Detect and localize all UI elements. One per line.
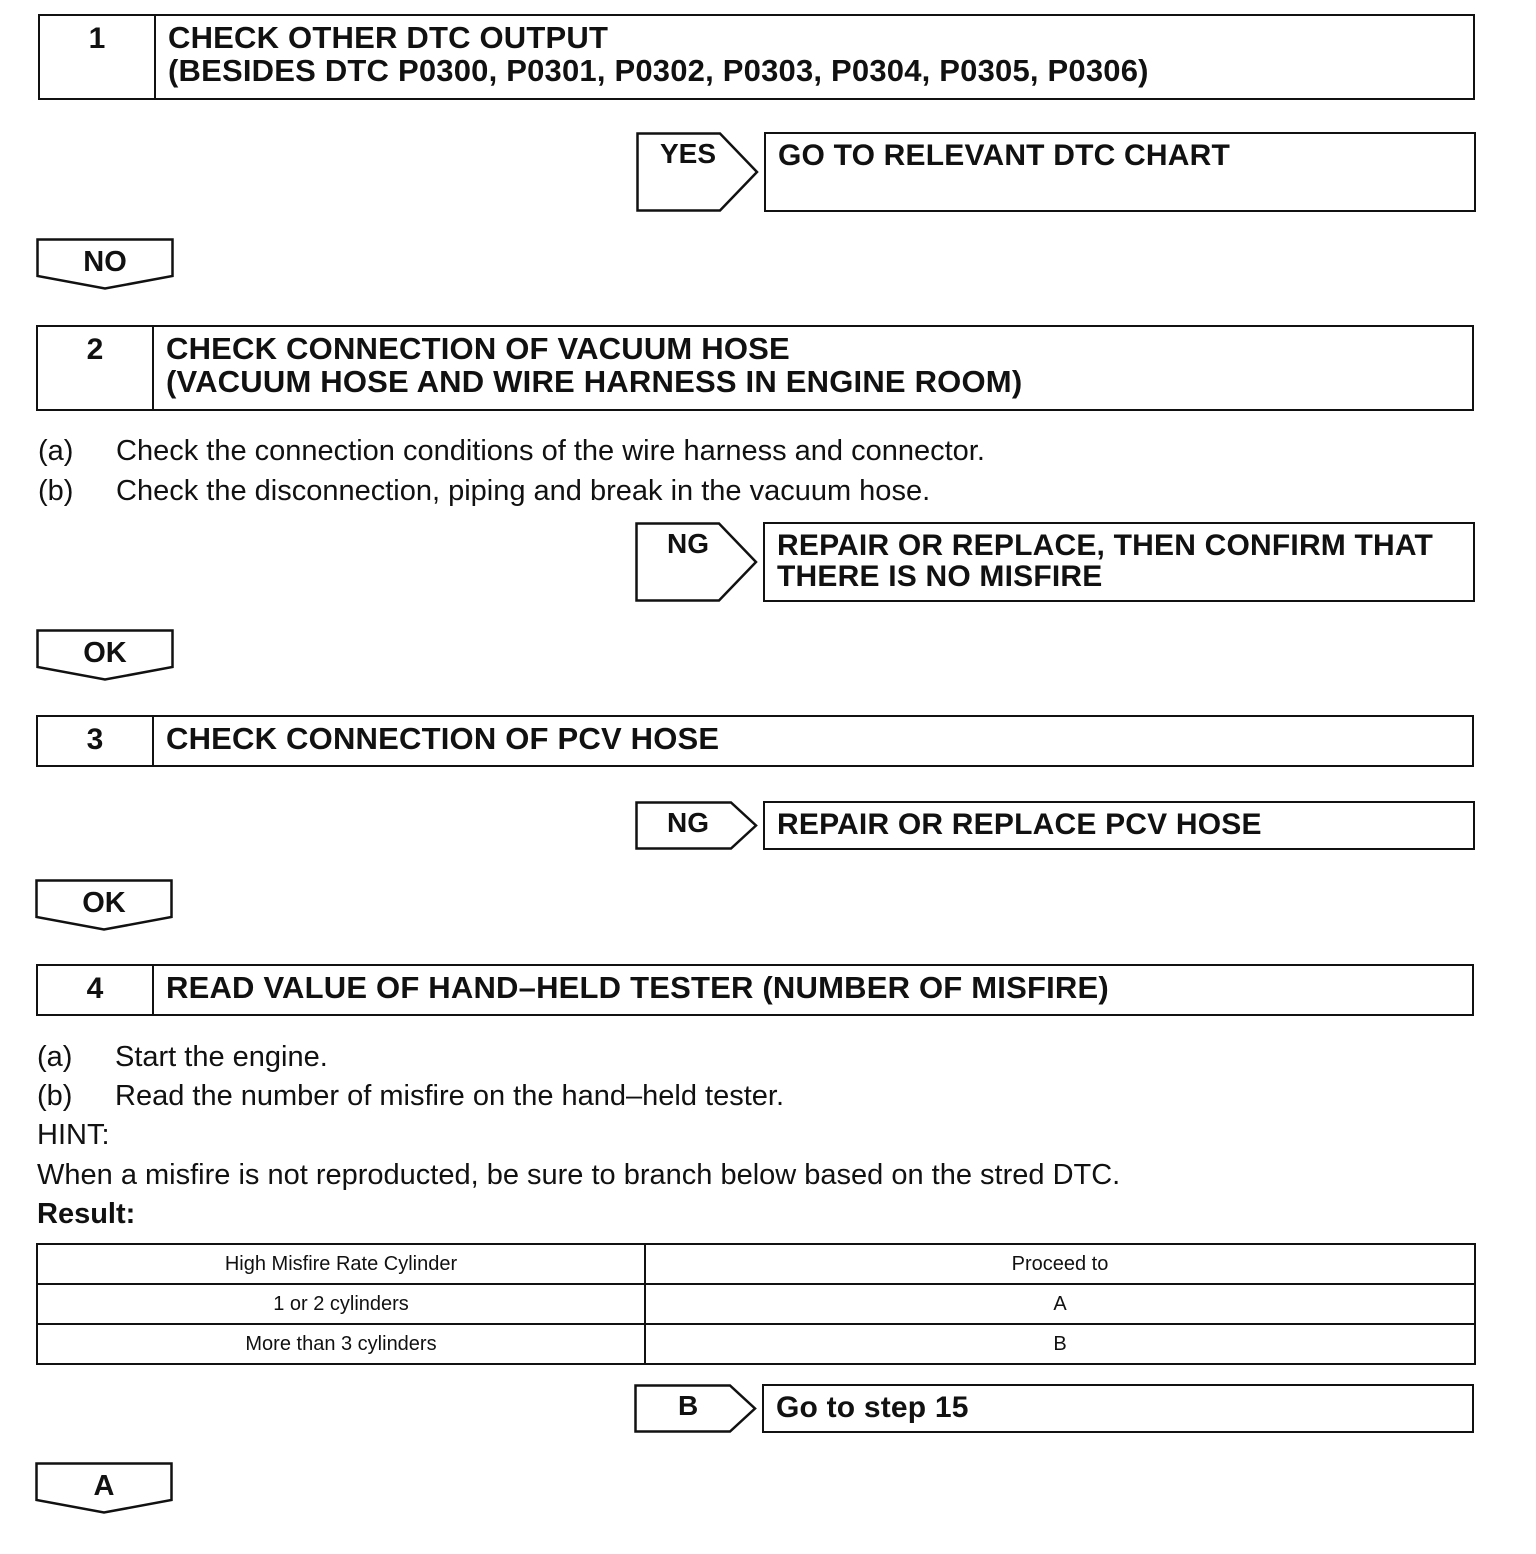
- step-number: 3: [38, 717, 154, 765]
- step-title: CHECK CONNECTION OF VACUUM HOSE (VACUUM HOSE AND WIRE HARNESS IN ENGINE ROOM): [166, 331, 1023, 399]
- table-cell: 1 or 2 cylinders: [37, 1284, 645, 1324]
- result-table: [36, 1243, 1476, 1365]
- step-number: 1: [40, 16, 156, 98]
- yes-branch-arrow: YES: [636, 132, 760, 212]
- hint-label: HINT:: [37, 1119, 110, 1151]
- instruction-item: (a) Check the connection conditions of the wire harness and connector.: [38, 435, 985, 467]
- table-row: [37, 1324, 1475, 1364]
- ok-down-arrow: OK: [35, 879, 173, 931]
- step-title: CHECK CONNECTION OF PCV HOSE: [166, 721, 720, 756]
- step-4-header: [36, 964, 1474, 1016]
- table-cell: More than 3 cylinders: [37, 1324, 645, 1364]
- result-box: REPAIR OR REPLACE PCV HOSE: [763, 801, 1475, 850]
- instruction-item: (b) Check the disconnection, piping and break in the vacuum hose.: [38, 475, 931, 507]
- ok-down-arrow: OK: [36, 629, 174, 681]
- b-branch-arrow: B: [634, 1384, 758, 1433]
- table-row: [37, 1284, 1475, 1324]
- ng-branch-arrow: NG: [635, 801, 759, 850]
- step-title: READ VALUE OF HAND–HELD TESTER (NUMBER OF MISFIRE): [166, 970, 1109, 1005]
- a-down-arrow: A: [35, 1462, 173, 1514]
- step-2-header: [36, 325, 1474, 411]
- table-header-row: [37, 1244, 1475, 1284]
- step-number: 4: [38, 966, 154, 1014]
- table-cell: B: [645, 1324, 1475, 1364]
- ng-branch-arrow: NG: [635, 522, 759, 602]
- result-box: REPAIR OR REPLACE, THEN CONFIRM THAT THERE IS NO MISFIRE: [763, 522, 1475, 602]
- no-down-arrow: NO: [36, 238, 174, 290]
- table-cell: A: [645, 1284, 1475, 1324]
- result-label: Result:: [37, 1198, 136, 1230]
- table-header-cell: Proceed to: [645, 1244, 1475, 1284]
- step-number: 2: [38, 327, 154, 409]
- hint-text: When a misfire is not reproducted, be sure to branch below based on the stred DTC.: [37, 1159, 1121, 1191]
- table-header-cell: High Misfire Rate Cylinder: [37, 1244, 645, 1284]
- result-box: Go to step 15: [762, 1384, 1474, 1433]
- step-title: CHECK OTHER DTC OUTPUT (BESIDES DTC P0300, P0301, P0302, P0303, P0304, P0305, P0306): [168, 20, 1149, 88]
- instruction-item: (a) Start the engine.: [37, 1041, 328, 1073]
- step-3-header: [36, 715, 1474, 767]
- step-1-header: [38, 14, 1475, 100]
- instruction-item: (b) Read the number of misfire on the hand–held tester.: [37, 1080, 785, 1112]
- result-box: GO TO RELEVANT DTC CHART: [764, 132, 1476, 212]
